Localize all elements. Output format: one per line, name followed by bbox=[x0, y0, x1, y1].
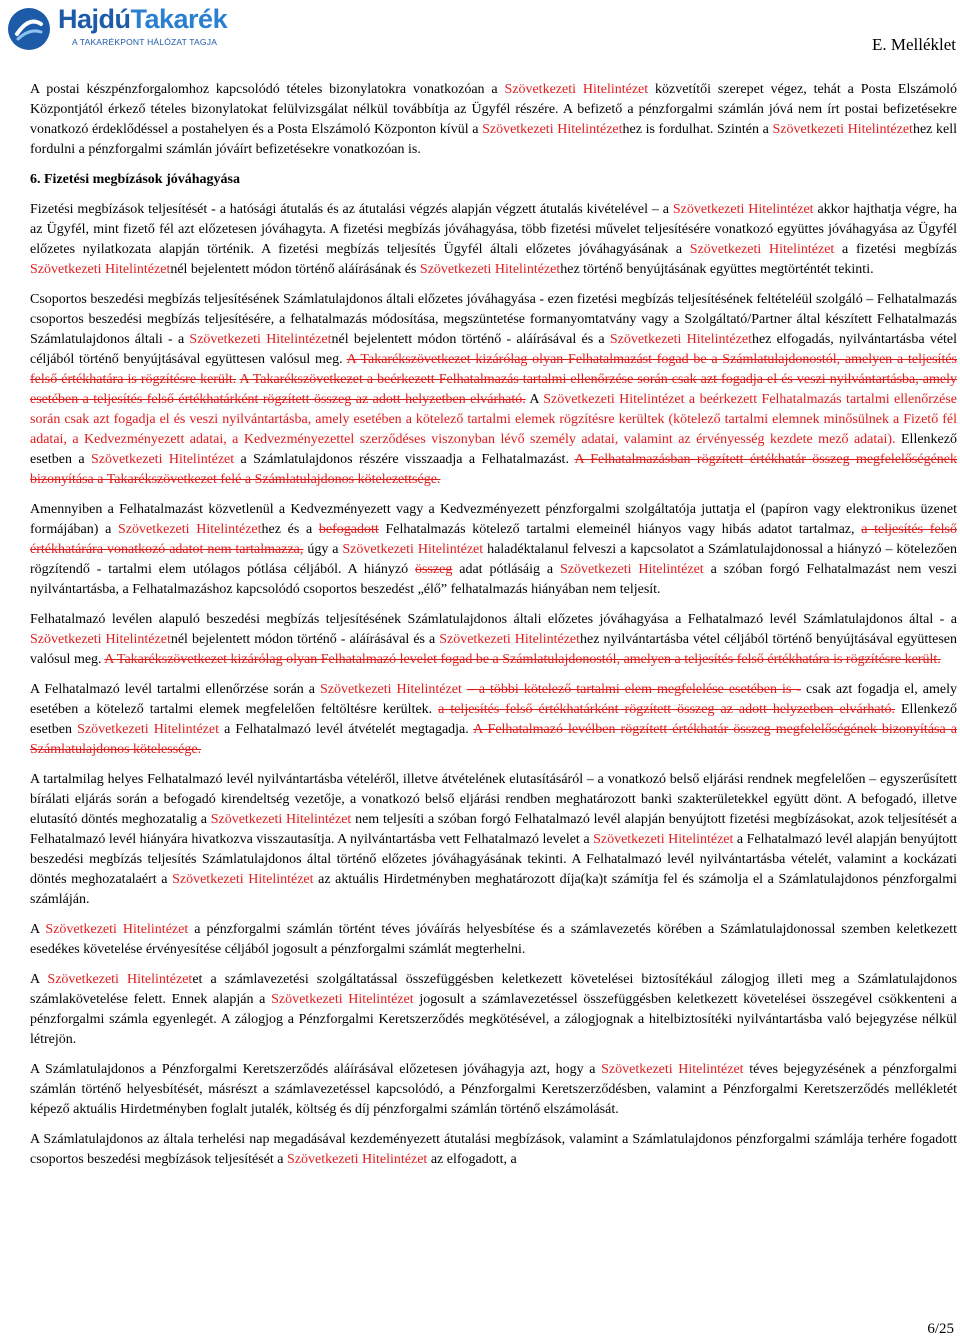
logo-tagline: A TAKARÉKPONT HÁLÓZAT TAGJA bbox=[72, 37, 218, 47]
text-run: a Felhatalmazó levél átvételét megtagadja. bbox=[219, 722, 474, 737]
struck-text: – a többi kötelező tartalmi elem megfelelése esetében is - bbox=[466, 682, 802, 697]
text-run: jogosult a számlavezetéssel összefüggésben keletkezett követelései összegével csökkenteni a pénzforgalmi számla egyenlegét. A zálogjog a Pénzforgalmi Keretszerződés megkötésével, a zálogjognak a hitelbiztosítéki nyilvántartásba való bejegyzése nélkül létrejön. bbox=[30, 992, 958, 1047]
logo-wordmark bbox=[58, 4, 227, 35]
text-run: adat pótlásáig a bbox=[452, 562, 560, 577]
highlighted-text: Szövetkezeti Hitelintézet bbox=[559, 562, 704, 577]
highlighted-text: Szövetkezeti Hitelintézet a beérkezett Felhatalmazás tartalmi ellenőrzése során csak azt fogadja el és veszi nyilvántartásba, amely esetében a kötelező tartalmi elemek rögzítésre kerültek (kötelező tartalmi elemnek minősülnek a Fizető fél adatai, a Kedvezményezett adatai, a Kedvezményezettel szerződéses viszonyban lévő személy adatai, valamint az érvényesség kezdete mező adatai). bbox=[30, 392, 957, 447]
highlighted-text: Szövetkezeti Hitelintézet bbox=[772, 122, 913, 137]
hajdu-takarek-logo bbox=[6, 4, 226, 54]
text-run: hez is fordulhat. Szintén a bbox=[622, 122, 773, 137]
text-run: a szóban forgó Felhatalmazást nem veszi nyilvántartásba, a Felhatalmazáshoz kapcsolódó csoportos beszedést „élő” felhatalmazás hiányában nem teljesít. bbox=[30, 562, 958, 597]
text-run: Ellenkező esetben bbox=[30, 702, 957, 737]
struck-text: befogadott bbox=[318, 522, 379, 537]
struck-text: összeg bbox=[415, 562, 453, 577]
paragraph bbox=[30, 770, 957, 910]
section-heading: 6. Fizetési megbízások jóváhagyása bbox=[30, 172, 240, 187]
highlighted-text: Szövetkezeti Hitelintézet bbox=[504, 82, 649, 97]
paragraph bbox=[30, 610, 957, 670]
highlighted-text: Szövetkezeti Hitelintézet bbox=[342, 542, 484, 557]
text-run: téves bejegyzésének a pénzforgalmi számlán történő helyesbítését, másrészt a számlavezetéssel kapcsolódó, a Pénzforgalmi Keretszerződésben, valamint a Pénzforgalmi Keretszerződés mellékletét képező aktuális Hirdetményben foglalt jutalék, költség és díj pénzforgalmi számlán történő elszámolását. bbox=[30, 1062, 958, 1117]
text-run: Amennyiben a Felhatalmazást közvetlenül a Kedvezményezett vagy a Kedvezményezett pénzforgalmi szolgáltatója juttatja el (papíron vagy elektronikus üzenet formájában) a bbox=[30, 502, 957, 537]
text-run: hez és a bbox=[261, 522, 319, 537]
struck-text: a teljesítés felső értékhatárként rögzített összeg az adott helyzetben elvárható. bbox=[438, 702, 896, 717]
text-run: nél bejelentett módon történő aláírásának és bbox=[170, 262, 420, 277]
highlighted-text: Szövetkezeti Hitelintézet bbox=[419, 262, 561, 277]
text-run: A Számlatulajdonos a Pénzforgalmi Keretszerződés aláírásával előzetesen jóváhagyja azt, hogy a bbox=[30, 1062, 602, 1077]
highlighted-text: Szövetkezeti Hitelintézet bbox=[439, 632, 581, 647]
highlighted-text: Szövetkezeti Hitelintézet bbox=[30, 632, 171, 647]
highlighted-text: Szövetkezeti Hitelintézet bbox=[320, 682, 462, 697]
text-run: a Felhatalmazó levél alapján benyújtott beszedési megbízás teljesítés Számlatulajdonos által történő előzetes jóváhagyásának tekinti. A Felhatalmazó levél nyilvántartásba vételét, valamint a kockázati döntés meghozatalaért a bbox=[30, 832, 958, 887]
highlighted-text: Szövetkezeti Hitelintézet bbox=[286, 1152, 428, 1167]
text-run: hez elfogadás, nyilvántartásba vétel céljából történő benyújtásával együttesen valósul meg. bbox=[30, 332, 958, 367]
text-run: Felhatalmazó levélen alapuló beszedési megbízás teljesítésének Számlatulajdonos általi előzetes jóváhagyása a Felhatalmazó levél Számlatulajdonos által - a bbox=[30, 612, 957, 627]
highlighted-text: Szövetkezeti Hitelintézet bbox=[45, 922, 189, 937]
text-run: nél bejelentett módon történő - aláírásával és a bbox=[170, 632, 440, 647]
highlighted-text: Szövetkezeti Hitelintézet bbox=[210, 812, 352, 827]
text-run: Fizetési megbízások teljesítését - a hatósági átutalás és az átutalási végzés alapján végzett átutalás kivételével – a bbox=[30, 202, 673, 217]
struck-text: A Felhatalmazó levélben rögzített értékhatár összeg megfelelőségének bizonyítása a Számlatulajdonos kötelessége. bbox=[30, 722, 957, 757]
text-run: Csoportos beszedési megbízás teljesítésének Számlatulajdonos általi előzetes jóváhagyása - ezen fizetési megbízás teljesítésének feltételéül szolgáló – Felhatalmazás csoportos beszedési megbízás teljesítésére, a felhatalmazás módosítása, megszüntetése formanyomtatvány vagy a Szolgáltató/Partner által készített Felhatalmazás Számlatulajdonos általi - a bbox=[30, 292, 957, 347]
text-run: hez kell fordulni a pénzforgalmi számlán jóváírt befizetésekre vonatkozóan is. bbox=[30, 122, 958, 157]
text-run: A bbox=[525, 392, 544, 407]
text-run: A bbox=[30, 972, 48, 987]
text-run: hez nyilvántartásba vétel céljából történő benyújtásával együttesen valósul meg. bbox=[30, 632, 958, 667]
highlighted-text: Szövetkezeti Hitelintézet bbox=[47, 972, 193, 987]
text-run: a pénzforgalmi számlán történt téves jóváírás helyesbítése és a számlavezetés körében a Számlatulajdonossal szemben keletkezett esedékes követelése érvényesítése céljából jogosult a pénzforgalmi számlát megterhelni. bbox=[30, 922, 958, 957]
text-run: úgy a bbox=[303, 542, 343, 557]
paragraph bbox=[30, 290, 957, 490]
text-run: nem teljesíti a szóban forgó Felhatalmazó levél alapján benyújtott fizetési megbízásokat, azok teljesítését a Felhatalmazó levél hiányára hivatkozva visszautasítja. A nyilvántartásba vett Felhatalmazó levelet a bbox=[30, 812, 958, 847]
highlighted-text: Szövetkezeti Hitelintézet bbox=[601, 1062, 744, 1077]
text-run: haladéktalanul felveszi a kapcsolatot a Számlatulajdonossal a hiányzó – kötelezően rögzítendő - tartalmi elem utólagos pótlása céljából. A hiányzó bbox=[30, 542, 958, 577]
paragraph bbox=[30, 500, 957, 600]
text-run: A postai készpénzforgalomhoz kapcsolódó tételes bizonylatokra vonatkozóan a bbox=[30, 82, 505, 97]
struck-text: A Takarékszövetkezet kizárólag olyan Felhatalmazást fogad be a Számlatulajdonostól, amelyen a teljesítés felső értékhatára is rögzítésre került. bbox=[30, 352, 957, 387]
page-header bbox=[0, 0, 960, 60]
text-run: a fizetési megbízás bbox=[834, 242, 957, 257]
text-run: Ellenkező esetben a bbox=[30, 432, 957, 467]
highlighted-text: Szövetkezeti Hitelintézet bbox=[672, 202, 814, 217]
annex-label: E. Melléklet bbox=[871, 35, 956, 54]
text-run: közvetítői szerepet végez, tehát a Posta Elszámoló Központjától érkező tételes bizonylatokat felülvizsgálat nélkül továbbítja az Ügyfél részére. A befizető a pénzforgalmi számlán jóvá nem írt postai befizetésekre vonatkozó érdeklődéssel a postahelyen és a Posta Elszámoló Központon kívül a bbox=[30, 82, 957, 137]
highlighted-text: Szövetkezeti Hitelintézet bbox=[172, 872, 314, 887]
highlighted-text: Szövetkezeti Hitelintézet bbox=[593, 832, 734, 847]
paragraph bbox=[30, 970, 957, 1050]
text-run: nél bejelentett módon történő - aláírásával és a bbox=[331, 332, 610, 347]
text-run: hez történő benyújtásának együttes megtörténtét tekinti. bbox=[560, 262, 874, 277]
struck-text: A Felhatalmazásban rögzített értékhatár összeg megfelelőségének bizonyítása a Takarékszövetkezet felé a Számlatulajdonos kötelezettsége. bbox=[30, 452, 958, 487]
highlighted-text: Szövetkezeti Hitelintézet bbox=[118, 522, 262, 537]
struck-text: A Takarékszövetkezet kizárólag olyan Felhatalmazó levelet fogad be a Számlatulajdonostól, amelyen a teljesítés felső értékhatára is rögzítésre került. bbox=[104, 652, 941, 667]
paragraph bbox=[30, 920, 957, 960]
text-run: az elfogadott, a bbox=[427, 1152, 517, 1167]
text-run: A tartalmilag helyes Felhatalmazó levél nyilvántartásba vételéről, illetve átvételének elutasításáról – a vonatkozó belső eljárási rendnek megfelelően – egyszerűsített bírálati eljárás során a befogadó kirendeltség vezetője, a vonatkozó belső eljárási rendben meghatározott banki szakterületekkel együtt dönt. A befogadó, illetve elutasító döntés meghozatalig a bbox=[30, 772, 957, 827]
document-body bbox=[30, 80, 957, 1180]
struck-text: A Takarékszövetkezet a beérkezett Felhatalmazás tartalmi ellenőrzése során csak azt fogadja el és veszi nyilvántartásba, amely esetében a teljesítés felső értékhatárként rögzített összeg az adott helyzetben elvárható. bbox=[30, 372, 957, 407]
logo-mark-icon bbox=[6, 6, 52, 52]
highlighted-text: Szövetkezeti Hitelintézet bbox=[90, 452, 235, 467]
logo-name-part-b: Takarék bbox=[130, 4, 228, 34]
highlighted-text: Szövetkezeti Hitelintézet bbox=[77, 722, 220, 737]
paragraph bbox=[30, 80, 957, 160]
struck-text: a teljesítés felső értékhatárára vonatkozó adatot nem tartalmazza, bbox=[30, 522, 957, 557]
paragraph bbox=[30, 200, 957, 280]
logo-name-part-a: Hajdú bbox=[58, 4, 131, 34]
text-run: A Felhatalmazó levél tartalmi ellenőrzése során a bbox=[30, 682, 320, 697]
text-run: akkor hajthatja végre, ha az Ügyfél, mint fizető fél azt előzetesen jóváhagyta. A fizetési megbízás jóváhagyása, több fizetési művelet teljesítésére vonatkozó együttes jóváhagyása az Ügyfél előzetes nyilatkozata alapján történik. A fizetési megbízás teljesítés Ügyfél általi előzetes jóváhagyásának a bbox=[30, 202, 957, 257]
text-run: A bbox=[30, 922, 46, 937]
highlighted-text: Szövetkezeti Hitelintézet bbox=[482, 122, 623, 137]
highlighted-text: Szövetkezeti Hitelintézet bbox=[689, 242, 835, 257]
text-run: A Számlatulajdonos az általa terhelési nap megadásával kezdeményezett átutalási megbízások, valamint a Számlatulajdonos pénzforgalmi számlája terhére fogadott csoportos beszedési megbízások teljesítését a bbox=[30, 1132, 957, 1167]
paragraph bbox=[30, 1130, 957, 1170]
text-run: a Számlatulajdonos részére visszaadja a Felhatalmazást. bbox=[234, 452, 575, 467]
text-run: az aktuális Hirdetményben meghatározott díja(ka)t számítja fel és számolja el a Számlatulajdonos pénzforgalmi számláján. bbox=[30, 872, 958, 907]
page-number: 6/25 bbox=[927, 1321, 954, 1337]
text-run: csak azt fogadja el, amely esetében a kötelező tartalmi elemek megfelelően feltöltésre kerültek. bbox=[30, 682, 958, 717]
text-run: et a számlavezetési szolgáltatással összefüggésben keletkezett követelései biztosítékául zálogjog illeti meg a Számlatulajdonos számlakövetelése felett. Ennek alapján a bbox=[30, 972, 958, 1007]
paragraph bbox=[30, 1060, 957, 1120]
highlighted-text: Szövetkezeti Hitelintézet bbox=[30, 262, 171, 277]
paragraph bbox=[30, 680, 957, 760]
highlighted-text: Szövetkezeti Hitelintézet bbox=[271, 992, 414, 1007]
highlighted-text: Szövetkezeti Hitelintézet bbox=[609, 332, 752, 347]
text-run: Felhatalmazás kötelező tartalmi elemeinél hiányos vagy hibás adatot tartalmaz, bbox=[378, 522, 862, 537]
highlighted-text: Szövetkezeti Hitelintézet bbox=[189, 332, 332, 347]
